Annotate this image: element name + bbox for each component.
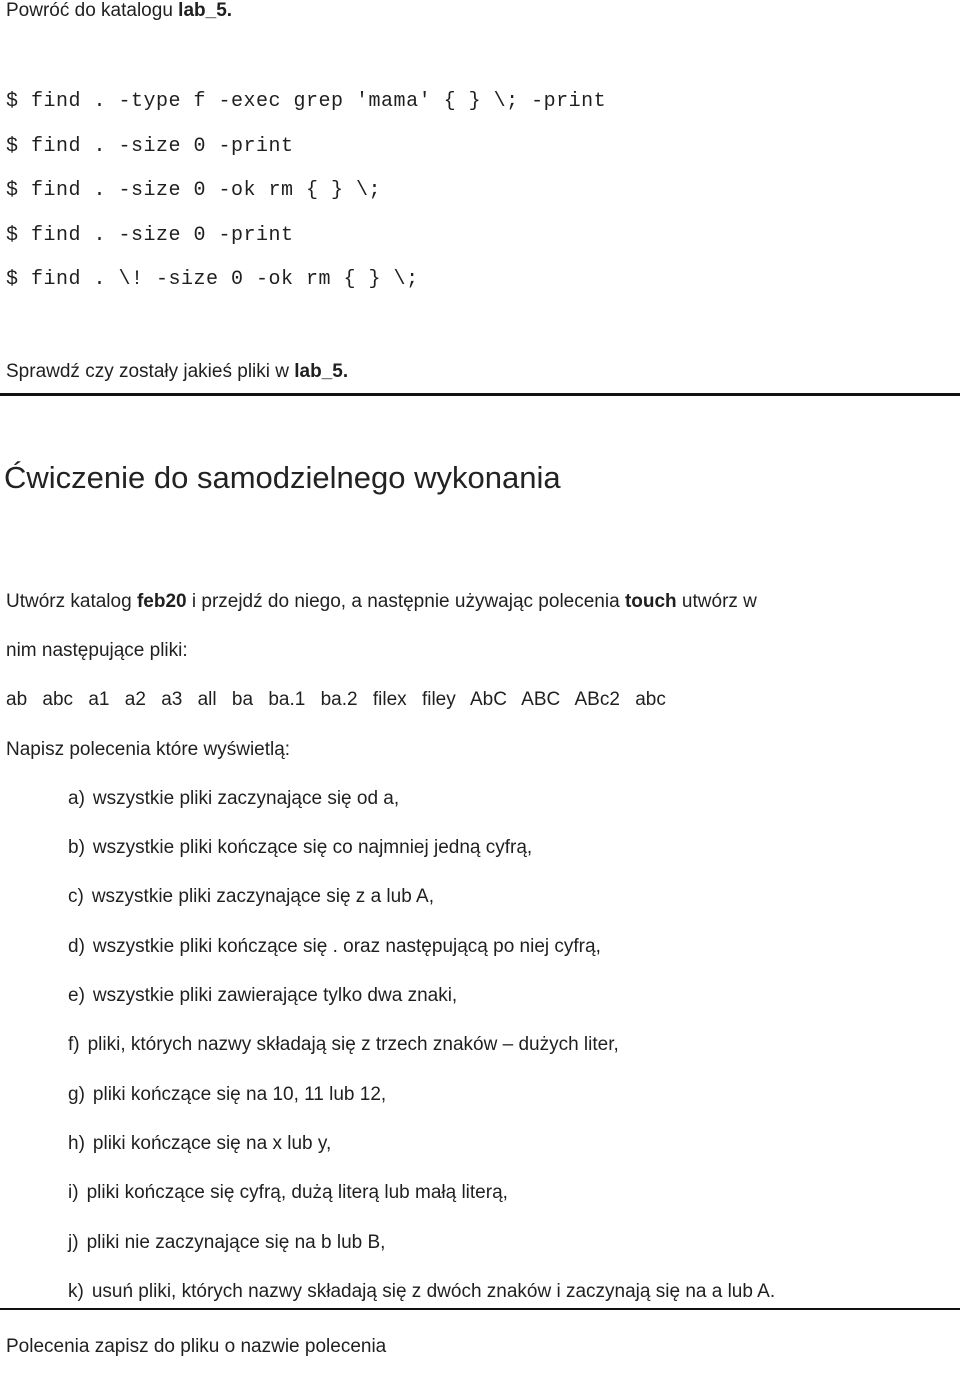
- save-commands-note: Polecenia zapisz do pliku o nazwie polecenia: [6, 1336, 387, 1357]
- command-line-2: $ find . -size 0 -print: [6, 135, 294, 158]
- intro-text-3: utwórz w: [676, 591, 757, 612]
- task-text: pliki kończące się cyfrą, dużą literą lub małą literą,: [86, 1182, 508, 1203]
- intro-dir-name: feb20: [136, 591, 187, 612]
- check-remaining-files-line: [6, 361, 348, 383]
- task-text: wszystkie pliki zaczynające się z a lub A,: [91, 886, 434, 907]
- section-divider: [0, 393, 960, 396]
- back-to-directory-name: lab_5.: [178, 0, 233, 21]
- file-name: ba.1: [268, 689, 306, 710]
- task-letter: f): [68, 1034, 80, 1055]
- task-letter: b): [68, 837, 85, 858]
- task-text: wszystkie pliki kończące się . oraz następującą po niej cyfrą,: [92, 936, 601, 957]
- tasks-prompt: Napisz polecenia które wyświetlą:: [6, 739, 291, 760]
- task-letter: j): [68, 1232, 79, 1253]
- command-line-1: $ find . -type f -exec grep 'mama' { } \; -print: [6, 90, 607, 113]
- task-item-j: [68, 1232, 385, 1254]
- file-name: filey: [421, 689, 456, 710]
- task-text: pliki, których nazwy składają się z trzech znaków – dużych liter,: [87, 1034, 619, 1055]
- exercise-intro-line-1: [6, 591, 757, 613]
- check-remaining-files-dir: lab_5.: [294, 361, 349, 382]
- task-item-h: [68, 1133, 331, 1155]
- task-text: wszystkie pliki zaczynające się od a,: [92, 788, 400, 809]
- file-name: a2: [124, 689, 146, 710]
- file-name: ABc2: [574, 689, 620, 710]
- task-letter: g): [68, 1084, 85, 1105]
- file-name: ab: [6, 689, 28, 710]
- back-to-directory-line: [6, 0, 232, 22]
- task-item-i: [68, 1182, 508, 1204]
- task-item-e: [68, 985, 457, 1007]
- task-item-k: [68, 1281, 775, 1303]
- task-letter: k): [68, 1281, 84, 1302]
- command-line-4: $ find . -size 0 -print: [6, 224, 294, 247]
- back-to-directory-text: Powróć do katalogu: [6, 0, 179, 21]
- file-name: AbC: [469, 689, 507, 710]
- file-name: abc: [42, 689, 74, 710]
- intro-command-name: touch: [624, 591, 677, 612]
- task-text: usuń pliki, których nazwy składają się z dwóch znaków i zaczynają się na a lub A.: [91, 1281, 776, 1302]
- file-name: ba: [231, 689, 254, 710]
- exercise-intro-line-2: nim następujące pliki:: [6, 640, 188, 661]
- task-text: wszystkie pliki zawierające tylko dwa znaki,: [92, 985, 458, 1006]
- file-names-list: [6, 689, 676, 711]
- task-item-d: [68, 936, 601, 958]
- file-name: abc: [635, 689, 666, 710]
- task-letter: d): [68, 936, 85, 957]
- task-item-b: [68, 837, 532, 859]
- task-text: pliki kończące się na 10, 11 lub 12,: [92, 1084, 387, 1105]
- intro-text-2: i przejdź do niego, a następnie używając polecenia: [186, 591, 625, 612]
- file-name: ABC: [521, 689, 561, 710]
- task-item-a: [68, 788, 399, 810]
- task-letter: i): [68, 1182, 79, 1203]
- file-name: all: [197, 689, 217, 710]
- file-name: filex: [372, 689, 407, 710]
- exercise-heading: Ćwiczenie do samodzielnego wykonania: [4, 460, 561, 495]
- task-item-g: [68, 1084, 386, 1106]
- command-line-3: $ find . -size 0 -ok rm { } \;: [6, 179, 382, 202]
- task-letter: a): [68, 788, 85, 809]
- task-text: pliki kończące się na x lub y,: [92, 1133, 332, 1154]
- file-name: ba.2: [320, 689, 358, 710]
- task-text: wszystkie pliki kończące się co najmniej jedną cyfrą,: [92, 837, 533, 858]
- file-name: a1: [88, 689, 110, 710]
- task-letter: c): [68, 886, 84, 907]
- tasks-divider: [0, 1308, 960, 1310]
- command-line-5: $ find . \! -size 0 -ok rm { } \;: [6, 268, 419, 291]
- task-item-f: [68, 1034, 619, 1056]
- task-text: pliki nie zaczynające się na b lub B,: [86, 1232, 386, 1253]
- task-letter: e): [68, 985, 85, 1006]
- check-remaining-files-text: Sprawdź czy zostały jakieś pliki w: [6, 361, 295, 382]
- file-name: a3: [161, 689, 183, 710]
- task-letter: h): [68, 1133, 85, 1154]
- intro-text-1: Utwórz katalog: [6, 591, 137, 612]
- task-item-c: [68, 886, 434, 908]
